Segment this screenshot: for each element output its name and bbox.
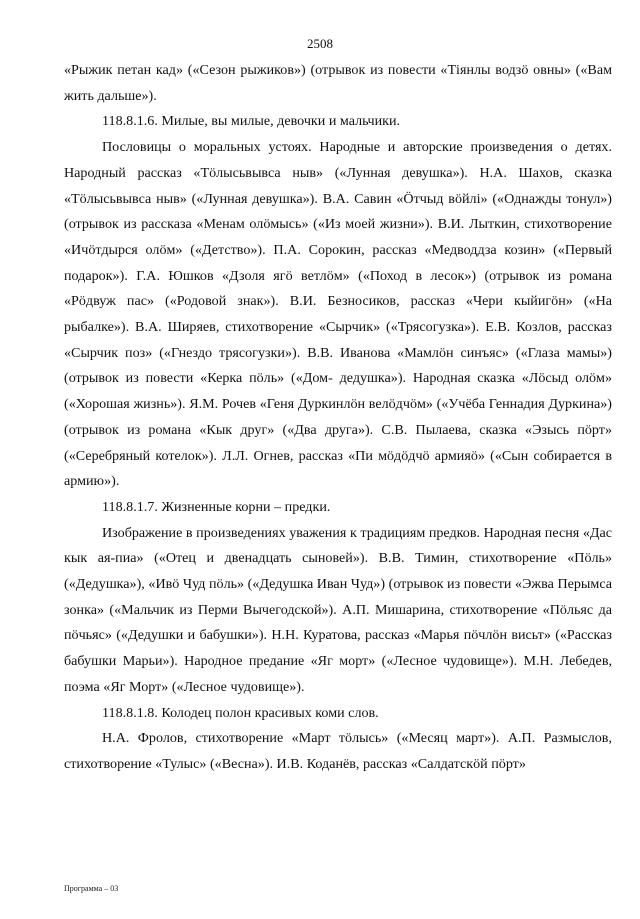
section-heading-118-8-1-7: 118.8.1.7. Жизненные корни – предки. [102, 498, 331, 515]
section-heading-118-8-1-8: 118.8.1.8. Колодец полон красивых коми слов. [102, 704, 379, 721]
paragraph-komi-words: Н.А. Фролов, стихотворение «Март тӧлысь» («Месяц март»). А.П. Размыслов, стихотворение «Тулыс» («Весна»). И.В. Коданёв, рассказ «Салдатскӧй пӧрт» [64, 730, 612, 772]
paragraph-continuation: «Рыжик петан кад» («Сезон рыжиков») (отрывок из повести «Тіянлы водзӧ овны» («Вам жить дальше»). [64, 62, 612, 104]
page-number: 2508 [307, 36, 333, 51]
paragraph-moral-proverbs: Пословицы о моральных устоях. Народные и авторские произведения о детях. Народный рассказ «Тӧлысьвывса ныв» («Лунная девушка»). Н.А. Шахов, сказка «Тӧлысьвывса ныв» («Лунная девушка»). В.А. Савин «Ӧтчыд вӧйлі» («Однажды тонул») (отрывок из рассказа «Менам олӧмысь» («Из моей жизни»). В.И. Лыткин, стихотворение «Ичӧтдырся олӧм» («Детство»). П.А. Сорокин, рассказ «Медводдза козин» («Первый подарок»). Г.А. Юшков «Дзоля ягӧ ветлӧм» («Поход в лесок») (отрывок из романа «Рӧдвуж пас» («Родовой знак»). В.И. Безносиков, рассказ «Чери кыйигӧн» («На рыбалке»). В.А. Ширяев, стихотворение «Сырчик» («Трясогузка»). Е.В. Козлов, рассказ «Сырчик поз» («Гнездо трясогузки»). В.В. Иванова «Мамлӧн синъяс» («Глаза мамы») (отрывок из повести «Керка пӧль» («Дом- дедушка»). Народная сказка «Лӧсыд олӧм» («Хорошая жизнь»). Я.М. Рочев «Геня Дуркинлӧн велӧдчӧм» («Учёба Геннадия Дуркина») (отрывок из романа «Кык друг» («Два друга»). С.В. Пылаева, сказка «Эзысь пӧрт» («Серебряный котелок»). Л.Л. Огнев, рассказ «Пи мӧдӧдчӧ армияӧ» («Сын собирается в армию»). [64, 139, 612, 490]
page-footer: Программа – 03 [64, 884, 119, 893]
paragraph-traditions: Изображение в произведениях уважения к традициям предков. Народная песня «Дас кык ая-пиа» («Отец и двенадцать сыновей»). В.В. Тимин, стихотворение «Пӧль» («Дедушка»), «Ивӧ Чуд пӧль» («Дедушка Иван Чуд») (отрывок из повести «Эжва Перымса зонка» («Мальчик из Перми Вычегодской»). А.П. Мишарина, стихотворение «Пӧльяс да пӧчьяс» («Дедушки и бабушки»). Н.Н. Куратова, рассказ «Марья пӧчлӧн висьт» («Рассказ бабушки Марьи»). Народное предание «Яг морт» («Лесное чудовище»). М.Н. Лебедев, поэма «Яг Морт» («Лесное чудовище»). [64, 524, 612, 695]
section-heading-118-8-1-6: 118.8.1.6. Милые, вы милые, девочки и мальчики. [102, 113, 401, 130]
document-body [64, 58, 612, 778]
